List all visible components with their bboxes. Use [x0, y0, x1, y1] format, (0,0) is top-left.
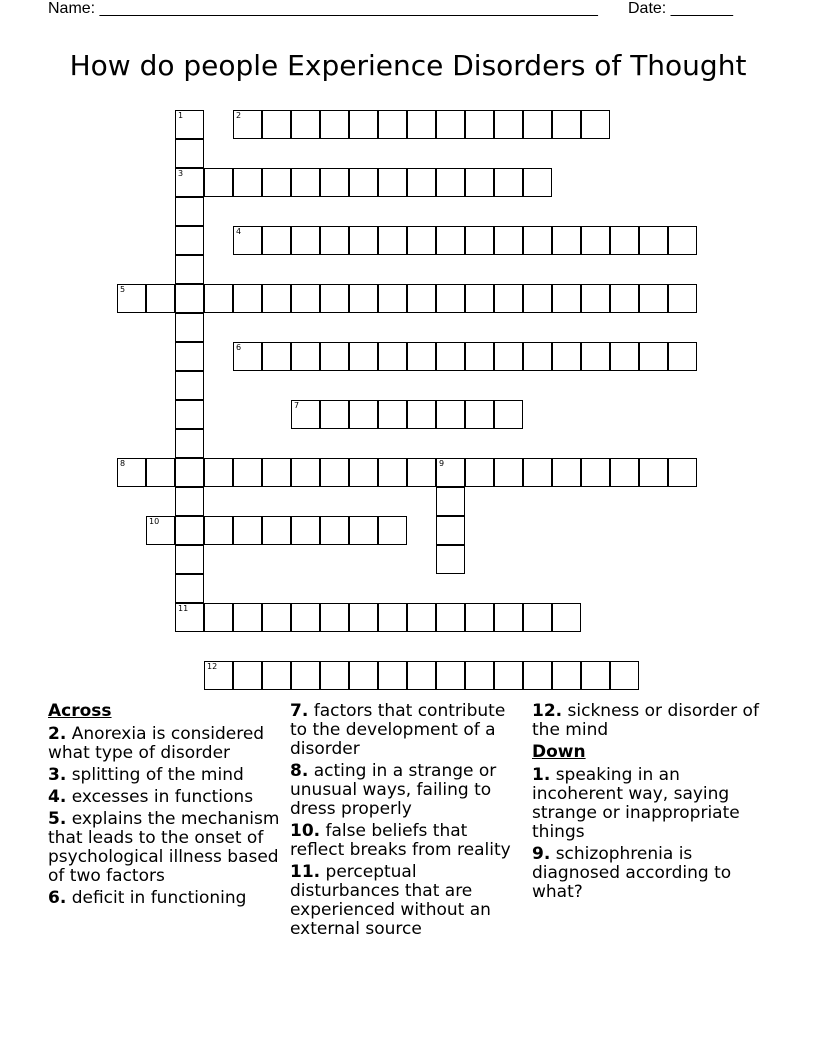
grid-cell[interactable] — [349, 168, 378, 197]
cell-number: 9 — [439, 459, 445, 468]
grid-cell[interactable] — [175, 255, 204, 284]
clue-across-7: 7. factors that contribute to the development of a disorder — [290, 701, 506, 759]
grid-cell[interactable] — [639, 284, 668, 313]
grid-cell[interactable] — [320, 400, 349, 429]
grid-cell[interactable] — [349, 342, 378, 371]
grid-cell[interactable] — [262, 516, 291, 545]
grid-cell[interactable] — [378, 400, 407, 429]
grid-cell[interactable] — [407, 603, 436, 632]
grid-cell[interactable] — [262, 226, 291, 255]
grid-cell[interactable] — [175, 168, 204, 197]
cell-number: 10 — [149, 517, 160, 526]
grid-cell[interactable] — [668, 342, 697, 371]
grid-cell[interactable] — [146, 458, 175, 487]
grid-cell[interactable] — [494, 400, 523, 429]
grid-cell[interactable] — [320, 458, 349, 487]
grid-cell[interactable] — [175, 429, 204, 458]
grid-cell[interactable] — [378, 516, 407, 545]
grid-cell[interactable] — [262, 342, 291, 371]
grid-cell[interactable] — [552, 226, 581, 255]
grid-cell[interactable] — [436, 168, 465, 197]
grid-cell[interactable] — [436, 661, 465, 690]
grid-cell[interactable] — [291, 458, 320, 487]
grid-cell[interactable] — [320, 661, 349, 690]
grid-cell[interactable] — [175, 487, 204, 516]
grid-cell[interactable] — [552, 284, 581, 313]
grid-cell[interactable] — [465, 168, 494, 197]
grid-cell[interactable] — [175, 110, 204, 139]
grid-cell[interactable] — [494, 226, 523, 255]
grid-cell[interactable] — [262, 661, 291, 690]
cell-number: 7 — [294, 401, 300, 410]
grid-cell[interactable] — [581, 226, 610, 255]
grid-cell[interactable] — [436, 545, 465, 574]
grid-cell[interactable] — [523, 168, 552, 197]
grid-cell[interactable] — [523, 226, 552, 255]
clues-column-1 — [48, 702, 280, 911]
grid-cell[interactable] — [291, 284, 320, 313]
grid-cell[interactable] — [494, 110, 523, 139]
grid-cell[interactable] — [407, 661, 436, 690]
grid-cell[interactable] — [233, 661, 262, 690]
grid-cell[interactable] — [204, 661, 233, 690]
grid-cell[interactable] — [610, 342, 639, 371]
grid-cell[interactable] — [175, 226, 204, 255]
grid-cell[interactable] — [233, 168, 262, 197]
grid-cell[interactable] — [552, 603, 581, 632]
grid-cell[interactable] — [668, 284, 697, 313]
grid-cell[interactable] — [610, 458, 639, 487]
grid-cell[interactable] — [407, 342, 436, 371]
cell-number: 8 — [120, 459, 126, 468]
clue-across-3: 3. splitting of the mind — [48, 765, 244, 785]
grid-cell[interactable] — [465, 226, 494, 255]
grid-cell[interactable] — [117, 284, 146, 313]
grid-cell[interactable] — [262, 110, 291, 139]
grid-cell[interactable] — [494, 661, 523, 690]
grid-cell[interactable] — [175, 603, 204, 632]
grid-cell[interactable] — [349, 400, 378, 429]
grid-cell[interactable] — [610, 284, 639, 313]
grid-cell[interactable] — [204, 168, 233, 197]
grid-cell[interactable] — [610, 226, 639, 255]
grid-cell[interactable] — [552, 661, 581, 690]
clue-across-11: 11. perceptual disturbances that are experienced without an external source — [290, 862, 491, 939]
clue-across-8: 8. acting in a strange or unusual ways, failing to dress properly — [290, 761, 497, 819]
grid-cell[interactable] — [204, 516, 233, 545]
grid-cell[interactable] — [523, 110, 552, 139]
grid-cell[interactable] — [349, 516, 378, 545]
grid-cell[interactable] — [465, 400, 494, 429]
grid-cell[interactable] — [349, 110, 378, 139]
clues-column-2 — [290, 702, 526, 942]
grid-cell[interactable] — [320, 284, 349, 313]
grid-cell[interactable] — [668, 458, 697, 487]
cell-number: 2 — [236, 111, 242, 120]
grid-cell[interactable] — [436, 487, 465, 516]
grid-cell[interactable] — [262, 168, 291, 197]
grid-cell[interactable] — [320, 516, 349, 545]
grid-cell[interactable] — [291, 603, 320, 632]
grid-cell[interactable] — [233, 110, 262, 139]
grid-cell[interactable] — [552, 110, 581, 139]
grid-cell[interactable] — [494, 458, 523, 487]
grid-cell[interactable] — [407, 226, 436, 255]
grid-cell[interactable] — [436, 284, 465, 313]
grid-cell[interactable] — [639, 226, 668, 255]
clue-across-5: 5. explains the mechanism that leads to the onset of psychological illness based of two factors — [48, 809, 280, 886]
grid-cell[interactable] — [378, 226, 407, 255]
grid-cell[interactable] — [407, 284, 436, 313]
grid-cell[interactable] — [146, 284, 175, 313]
grid-cell[interactable] — [407, 110, 436, 139]
grid-cell[interactable] — [349, 226, 378, 255]
grid-cell[interactable] — [494, 168, 523, 197]
grid-cell[interactable] — [204, 603, 233, 632]
grid-cell[interactable] — [204, 284, 233, 313]
grid-cell[interactable] — [175, 458, 204, 487]
grid-cell[interactable] — [407, 458, 436, 487]
name-field-label: Name: ________________________________________________________ — [48, 0, 598, 17]
grid-cell[interactable] — [233, 458, 262, 487]
clue-down-1: 1. speaking in an incoherent way, saying strange or inappropriate things — [532, 765, 740, 842]
grid-cell[interactable] — [465, 458, 494, 487]
grid-cell[interactable] — [233, 342, 262, 371]
grid-cell[interactable] — [291, 110, 320, 139]
grid-cell[interactable] — [349, 661, 378, 690]
grid-cell[interactable] — [378, 168, 407, 197]
grid-cell[interactable] — [581, 661, 610, 690]
grid-cell[interactable] — [436, 342, 465, 371]
grid-cell[interactable] — [436, 516, 465, 545]
cell-number: 3 — [178, 169, 184, 178]
grid-cell[interactable] — [320, 226, 349, 255]
date-field-label: Date: _______ — [628, 0, 733, 17]
grid-cell[interactable] — [378, 110, 407, 139]
grid-cell[interactable] — [523, 458, 552, 487]
grid-cell[interactable] — [639, 458, 668, 487]
grid-cell[interactable] — [523, 603, 552, 632]
down-heading: Down — [532, 742, 586, 762]
clue-across-12: 12. sickness or disorder of the mind — [532, 701, 759, 740]
clue-across-2: 2. Anorexia is considered what type of disorder — [48, 724, 265, 763]
grid-cell[interactable] — [175, 516, 204, 545]
grid-cell[interactable] — [436, 226, 465, 255]
grid-cell[interactable] — [320, 110, 349, 139]
grid-cell[interactable] — [146, 516, 175, 545]
grid-cell[interactable] — [407, 400, 436, 429]
grid-cell[interactable] — [175, 139, 204, 168]
clue-across-6: 6. deficit in functioning — [48, 888, 247, 908]
grid-cell[interactable] — [523, 661, 552, 690]
grid-cell[interactable] — [349, 458, 378, 487]
grid-cell[interactable] — [175, 400, 204, 429]
grid-cell[interactable] — [320, 168, 349, 197]
cell-number: 12 — [207, 662, 218, 671]
page-title: How do people Experience Disorders of Thought — [69, 49, 747, 82]
clues-column-3 — [532, 702, 768, 905]
grid-cell[interactable] — [436, 400, 465, 429]
grid-cell[interactable] — [639, 342, 668, 371]
clue-down-9: 9. schizophrenia is diagnosed according to what? — [532, 844, 732, 902]
grid-cell[interactable] — [175, 313, 204, 342]
grid-cell[interactable] — [378, 458, 407, 487]
grid-cell[interactable] — [378, 284, 407, 313]
grid-cell[interactable] — [262, 458, 291, 487]
grid-cell[interactable] — [349, 603, 378, 632]
grid-cell[interactable] — [581, 458, 610, 487]
grid-cell[interactable] — [436, 603, 465, 632]
grid-cell[interactable] — [291, 661, 320, 690]
grid-cell[interactable] — [320, 603, 349, 632]
grid-cell[interactable] — [262, 603, 291, 632]
grid-cell[interactable] — [233, 603, 262, 632]
cell-number: 11 — [178, 604, 189, 613]
grid-cell[interactable] — [320, 342, 349, 371]
grid-cell[interactable] — [581, 110, 610, 139]
grid-cell[interactable] — [175, 342, 204, 371]
grid-cell[interactable] — [494, 603, 523, 632]
cell-number: 5 — [120, 285, 126, 294]
grid-cell[interactable] — [291, 168, 320, 197]
grid-cell[interactable] — [465, 661, 494, 690]
grid-cell[interactable] — [407, 168, 436, 197]
grid-cell[interactable] — [291, 400, 320, 429]
grid-cell[interactable] — [378, 603, 407, 632]
grid-cell[interactable] — [552, 458, 581, 487]
grid-cell[interactable] — [436, 458, 465, 487]
grid-cell[interactable] — [233, 226, 262, 255]
grid-cell[interactable] — [175, 574, 204, 603]
grid-cell[interactable] — [291, 342, 320, 371]
cell-number: 1 — [178, 111, 184, 120]
grid-cell[interactable] — [552, 342, 581, 371]
grid-cell[interactable] — [465, 110, 494, 139]
grid-cell[interactable] — [233, 516, 262, 545]
grid-cell[interactable] — [465, 342, 494, 371]
grid-cell[interactable] — [465, 603, 494, 632]
grid-cell[interactable] — [610, 661, 639, 690]
grid-cell[interactable] — [175, 545, 204, 574]
grid-cell[interactable] — [117, 458, 146, 487]
grid-cell[interactable] — [262, 284, 291, 313]
cell-number: 6 — [236, 343, 242, 352]
grid-cell[interactable] — [204, 458, 233, 487]
grid-cell[interactable] — [349, 284, 378, 313]
grid-cell[interactable] — [291, 226, 320, 255]
grid-cell[interactable] — [233, 284, 262, 313]
grid-cell[interactable] — [175, 197, 204, 226]
grid-cell[interactable] — [436, 110, 465, 139]
grid-cell[interactable] — [523, 284, 552, 313]
grid-cell[interactable] — [291, 516, 320, 545]
grid-cell[interactable] — [494, 284, 523, 313]
grid-cell[interactable] — [465, 284, 494, 313]
grid-cell[interactable] — [494, 342, 523, 371]
grid-cell[interactable] — [378, 342, 407, 371]
grid-cell[interactable] — [378, 661, 407, 690]
cell-number: 4 — [236, 227, 242, 236]
grid-cell[interactable] — [175, 284, 204, 313]
clue-across-4: 4. excesses in functions — [48, 787, 254, 807]
grid-cell[interactable] — [581, 342, 610, 371]
across-heading: Across — [48, 701, 112, 721]
grid-cell[interactable] — [581, 284, 610, 313]
grid-cell[interactable] — [175, 371, 204, 400]
grid-cell[interactable] — [523, 342, 552, 371]
grid-cell[interactable] — [668, 226, 697, 255]
clue-across-10: 10. false beliefs that reflect breaks from reality — [290, 821, 511, 860]
